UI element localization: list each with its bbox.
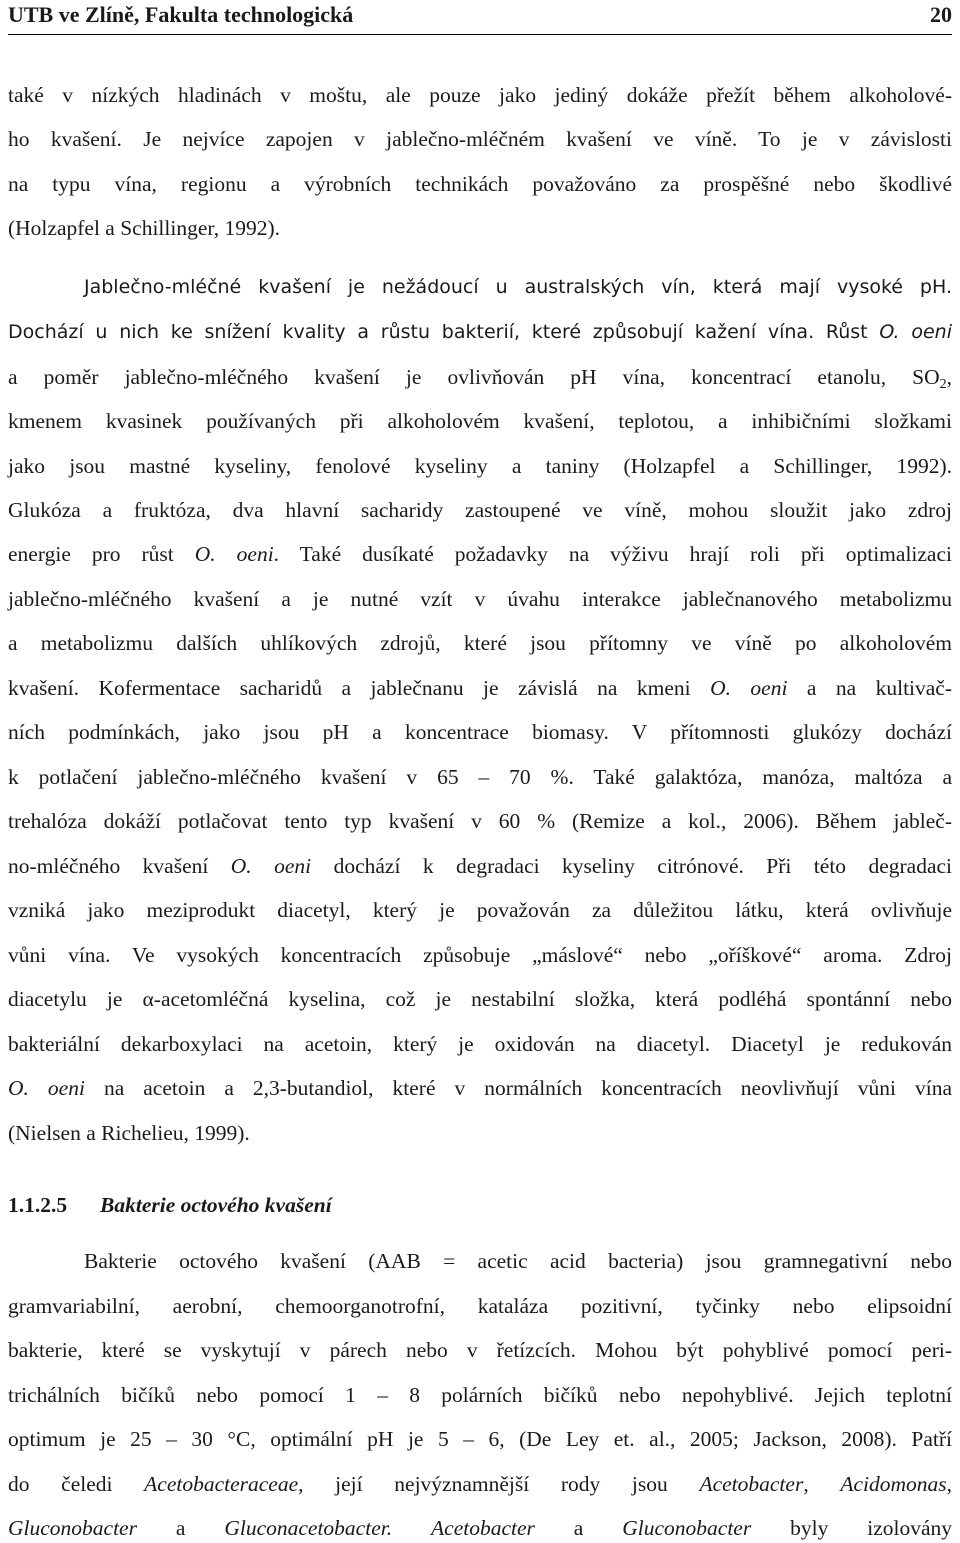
section-heading [8,1190,332,1220]
species-name: O. oeni [710,676,788,700]
paragraph-line: gramvariabilní, aerobní, chemoorganotrofní, kataláza pozitivní, tyčinky nebo elipsoidní [8,1294,952,1318]
paragraph-line: bakteriální dekarboxylaci na acetoin, který je oxidován na diacetyl. Diacetyl je redukován [8,1032,952,1056]
paragraph-line: k potlačení jablečno-mléčného kvašení v 65 – 70 %. Také galaktóza, manóza, maltóza a [8,765,952,789]
paragraph-line: no-mléčného kvašení O. oeni dochází k degradaci kyseliny citrónové. Při této degradaci [8,854,953,878]
paragraph-line: Glukóza a fruktóza, dva hlavní sacharidy zastoupené ve víně, mohou sloužit jako zdroj [8,498,952,522]
paragraph-line: kvašení. Kofermentace sacharidů a jablečnanu je závislá na kmeni O. oeni a na kultivač- [8,676,953,700]
paragraph-line: Bakterie octového kvašení (AAB = acetic acid bacteria) jsou gramnegativní nebo [84,1249,952,1273]
species-name: O. oeni [194,542,274,566]
paragraph-line: vůni vína. Ve vysokých koncentracích způsobuje „máslové“ nebo „oříškové“ aroma. Zdroj [8,943,952,967]
paragraph-line: optimum je 25 – 30 °C, optimální pH je 5 – 6, (De Ley et. al., 2005; Jackson, 2008). Patří [8,1427,952,1451]
paragraph-line: vzniká jako meziprodukt diacetyl, který je považován za důležitou látku, která ovlivňuje [8,898,952,922]
taxon-name: Gluconobacter [622,1516,752,1540]
paragraph-line: O. oeni na acetoin a 2,3-butandiol, které v normálních koncentracích neovlivňují vůni vína [8,1076,952,1100]
taxon-name: Acidomonas [840,1472,947,1496]
paragraph-line: ho kvašení. Je nejvíce zapojen v jablečno-mléčném kvašení ve víně. To je v závislosti [8,127,952,151]
section-title: Bakterie octového kvašení [100,1193,332,1217]
paragraph-line: a metabolizmu dalších uhlíkových zdrojů, které jsou přítomny ve víně po alkoholovém [8,631,952,655]
taxon-name: Acetobacter [431,1516,535,1540]
section-number: 1.1.2.5 [8,1193,68,1217]
paragraph-line: diacetylu je α-acetomléčná kyselina, což je nestabilní složka, která podléhá spontánní nebo [8,987,952,1011]
paragraph-line: Dochází u nich ke snížení kvality a růstu bakterií, které způsobují kažení vína. Růst O. oeni [8,321,952,343]
taxon-name: Gluconobacter [8,1516,137,1540]
paragraph-line: energie pro růst O. oeni. Také dusíkaté požadavky na výživu hrají roli při optimalizaci [8,542,952,566]
paragraph-line: Gluconobacter a Gluconacetobacter. Acetobacter a Gluconobacter byly izolovány [8,1516,953,1540]
species-name: O. oeni [8,1076,85,1100]
paragraph-line: na typu vína, regionu a výrobních technikách považováno za prospěšné nebo škodlivé [8,172,952,196]
taxon-name: Gluconacetobacter. [224,1516,393,1540]
taxon-name: Acetobacter [699,1472,804,1496]
running-header [8,0,952,35]
paragraph-line: a poměr jablečno-mléčného kvašení je ovlivňován pH vína, koncentrací etanolu, $SO_2$, [8,365,952,392]
species-name: O. oeni [879,321,952,343]
paragraph-line: do čeledi Acetobacteraceae, její nejvýznamnější rody jsou Acetobacter, Acidomonas, [8,1472,953,1496]
paragraph-line: (Nielsen a Richelieu, 1999). [8,1121,250,1145]
paragraph-line: jablečno-mléčného kvašení a je nutné vzít v úvahu interakce jablečnanového metabolizmu [8,587,952,611]
taxon-name: Acetobacteraceae [144,1472,299,1496]
header-title: UTB ve Zlíně, Fakulta technologická [8,2,354,27]
paragraph-line: bakterie, které se vyskytují v párech nebo v řetízcích. Mohou být pohyblivé pomocí peri- [8,1338,952,1362]
paragraph-line: také v nízkých hladinách v moštu, ale pouze jako jediný dokáže přežít během alkoholové- [8,83,952,107]
species-name: O. oeni [230,854,312,878]
page-number: 20 [930,2,952,27]
paragraph-line: trehalóza dokáží potlačovat tento typ kvašení v 60 % (Remize a kol., 2006). Během jableč- [8,809,952,833]
paragraph-line: kmenem kvasinek používaných při alkoholovém kvašení, teplotou, a inhibičními složkami [8,409,952,433]
paragraph-line: (Holzapfel a Schillinger, 1992). [8,216,280,240]
paragraph-line: jako jsou mastné kyseliny, fenolové kyseliny a taniny (Holzapfel a Schillinger, 1992). [8,454,952,478]
paragraph-line: Jablečno-mléčné kvašení je nežádoucí u australských vín, která mají vysoké pH. [84,276,952,298]
paragraph-line: trichálních bičíků nebo pomocí 1 – 8 polárních bičíků nebo nepohyblivé. Jejich teplotní [8,1383,952,1407]
paragraph-line: ních podmínkách, jako jsou pH a koncentrace biomasy. V přítomnosti glukózy dochází [8,720,952,744]
